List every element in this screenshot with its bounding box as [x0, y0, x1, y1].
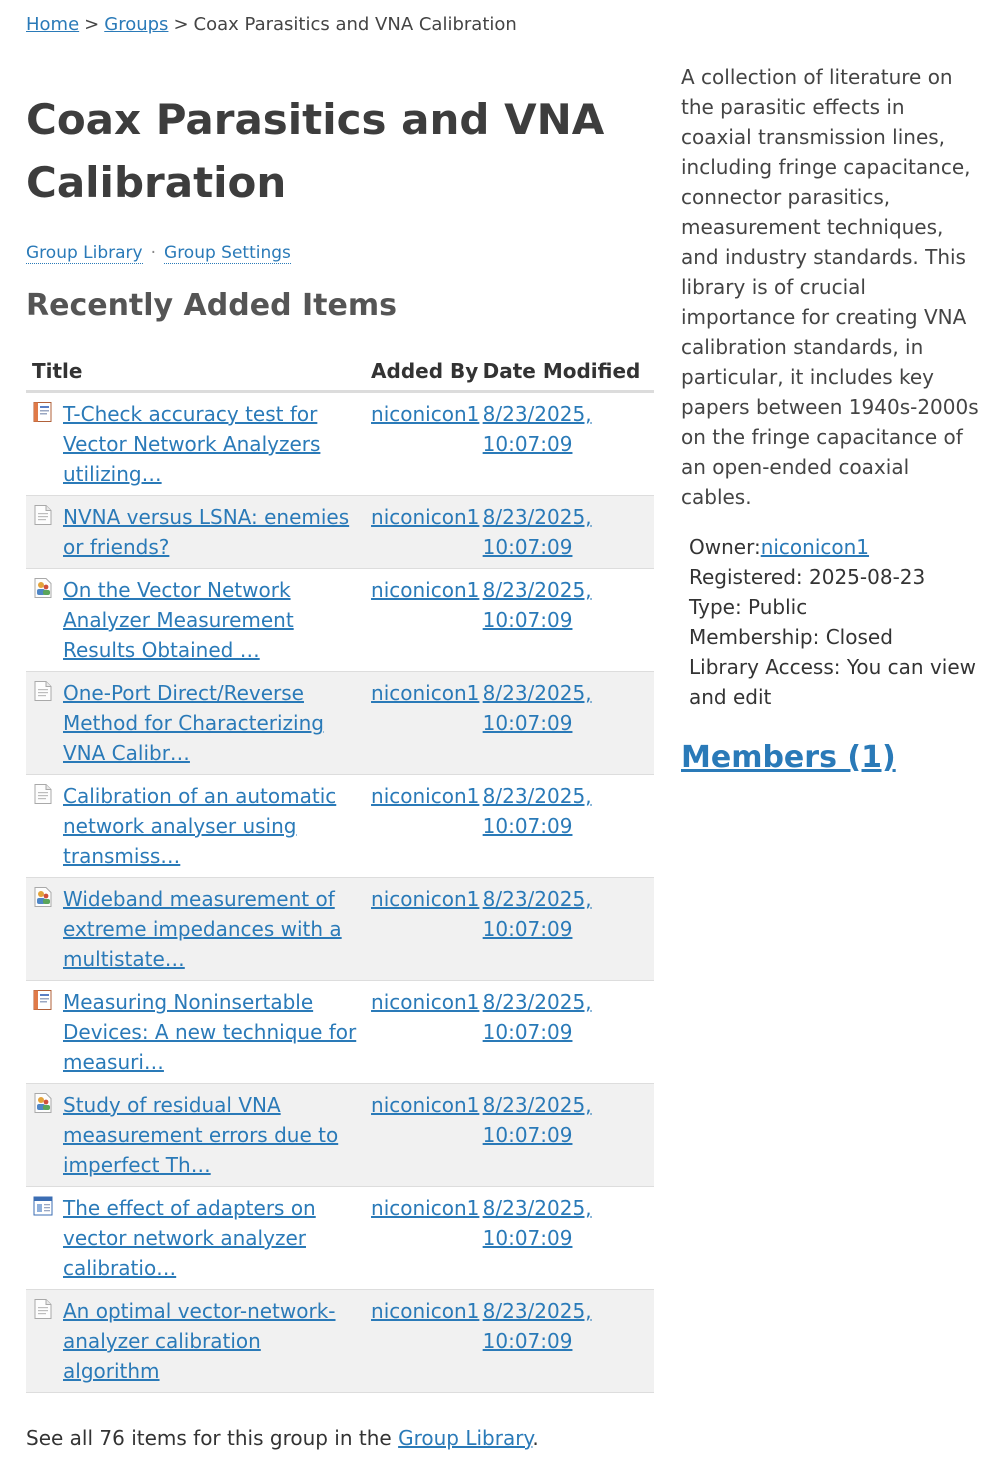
added-by-link[interactable]: niconicon1 [371, 681, 480, 705]
date-modified-link[interactable]: 8/23/2025, 10:07:09 [482, 505, 592, 559]
book-icon [32, 401, 54, 423]
table-row [26, 392, 654, 496]
added-by-cell [365, 569, 480, 672]
main-content [26, 60, 654, 1393]
date-modified-cell [477, 981, 654, 1084]
added-by-link[interactable]: niconicon1 [371, 990, 480, 1014]
title-cell [26, 496, 365, 569]
breadcrumb [26, 14, 517, 35]
date-modified-cell [477, 1290, 654, 1393]
item-title-link[interactable]: An optimal vector-network-analyzer calibration algorithm [63, 1299, 336, 1383]
date-modified-link[interactable]: 8/23/2025, 10:07:09 [482, 1196, 592, 1250]
table-row [26, 981, 654, 1084]
added-by-cell [365, 672, 480, 775]
group-meta [681, 532, 981, 712]
group-description: A collection of literature on the parasitic effects in coaxial transmission lines, including fringe capacitance, connector parasitics, measurement techniques, and industry standards. This library is of crucial importance for creating VNA calibration standards, in particular, it includes key papers between 1940s-2000s on the fringe capacitance of an open-ended coaxial cables. [681, 65, 979, 509]
date-modified-cell [477, 392, 654, 496]
members-link[interactable]: Members (1) [681, 740, 896, 775]
nav-separator: · [150, 243, 157, 263]
table-row [26, 569, 654, 672]
date-modified-link[interactable]: 8/23/2025, 10:07:09 [482, 402, 592, 456]
recent-items-table [26, 352, 654, 1393]
breadcrumb-current: Coax Parasitics and VNA Calibration [193, 14, 517, 35]
table-header-row [26, 352, 654, 392]
library-access-line: Library Access: You can view and edit [689, 655, 977, 709]
group-nav [26, 238, 654, 268]
membership-line: Membership: Closed [689, 625, 893, 649]
journal-article-icon [32, 1195, 54, 1217]
added-by-cell [365, 1084, 480, 1187]
date-modified-link[interactable]: 8/23/2025, 10:07:09 [482, 887, 592, 941]
item-title-link[interactable]: T-Check accuracy test for Vector Network Analyzers utilizing… [63, 402, 321, 486]
document-icon [32, 504, 54, 526]
date-modified-link[interactable]: 8/23/2025, 10:07:09 [482, 1299, 592, 1353]
table-row [26, 672, 654, 775]
added-by-cell [365, 1290, 480, 1393]
item-title-link[interactable]: The effect of adapters on vector network analyzer calibratio… [63, 1196, 316, 1280]
table-row [26, 775, 654, 878]
conference-paper-icon [32, 577, 54, 599]
page-title: Coax Parasitics and VNA Calibration [26, 95, 605, 207]
date-modified-link[interactable]: 8/23/2025, 10:07:09 [482, 1093, 592, 1147]
table-row [26, 878, 654, 981]
registered-line: Registered: 2025-08-23 [689, 565, 926, 589]
added-by-cell [365, 775, 480, 878]
table-row [26, 1084, 654, 1187]
added-by-link[interactable]: niconicon1 [371, 887, 480, 911]
date-modified-cell [477, 775, 654, 878]
type-line: Type: Public [689, 595, 808, 619]
item-title-link[interactable]: Measuring Noninsertable Devices: A new technique for measuri… [63, 990, 357, 1074]
added-by-cell [365, 496, 480, 569]
table-row [26, 1290, 654, 1393]
item-title-link[interactable]: Calibration of an automatic network analyser using transmiss… [63, 784, 337, 868]
group-library-link[interactable]: Group Library [26, 243, 143, 263]
book-icon [32, 989, 54, 1011]
owner-link[interactable]: niconicon1 [760, 535, 870, 559]
date-modified-cell [477, 878, 654, 981]
see-all-note [26, 1423, 539, 1453]
table-row [26, 1187, 654, 1290]
date-modified-cell [477, 496, 654, 569]
owner-label: Owner: [689, 535, 761, 559]
date-modified-link[interactable]: 8/23/2025, 10:07:09 [482, 578, 592, 632]
title-cell [26, 1187, 365, 1290]
title-cell [26, 775, 365, 878]
title-cell [26, 1290, 365, 1393]
table-row [26, 496, 654, 569]
conference-paper-icon [32, 1092, 54, 1114]
column-header-title[interactable]: Title [26, 352, 365, 392]
date-modified-cell [477, 1084, 654, 1187]
see-all-text: See all 76 items for this group in the [26, 1426, 399, 1450]
see-all-group-library-link[interactable]: Group Library [398, 1426, 533, 1450]
item-title-link[interactable]: On the Vector Network Analyzer Measurement Results Obtained … [63, 578, 294, 662]
see-all-suffix: . [532, 1426, 539, 1450]
added-by-link[interactable]: niconicon1 [371, 505, 480, 529]
breadcrumb-separator: > [173, 14, 189, 35]
group-sidebar [681, 62, 981, 782]
added-by-link[interactable]: niconicon1 [371, 1093, 480, 1117]
breadcrumb-groups-link[interactable]: Groups [104, 14, 169, 35]
added-by-cell [365, 1187, 480, 1290]
date-modified-link[interactable]: 8/23/2025, 10:07:09 [482, 990, 592, 1044]
title-cell [26, 981, 365, 1084]
breadcrumb-separator: > [84, 14, 100, 35]
added-by-link[interactable]: niconicon1 [371, 402, 480, 426]
title-cell [26, 569, 365, 672]
column-header-added-by[interactable]: Added By [365, 352, 477, 392]
document-icon [32, 783, 54, 805]
added-by-link[interactable]: niconicon1 [371, 1196, 480, 1220]
item-title-link[interactable]: Wideband measurement of extreme impedances with a multistate… [63, 887, 342, 971]
date-modified-cell [477, 672, 654, 775]
title-cell [26, 392, 365, 496]
item-title-link[interactable]: NVNA versus LSNA: enemies or friends? [63, 505, 350, 559]
group-settings-link[interactable]: Group Settings [164, 243, 291, 263]
owner-line [689, 532, 981, 562]
breadcrumb-home-link[interactable]: Home [26, 14, 80, 35]
document-icon [32, 1298, 54, 1320]
document-icon [32, 680, 54, 702]
recent-items-heading: Recently Added Items [26, 288, 397, 323]
date-modified-cell [477, 569, 654, 672]
item-title-link[interactable]: Study of residual VNA measurement errors due to imperfect Th… [63, 1093, 339, 1177]
added-by-link[interactable]: niconicon1 [371, 578, 480, 602]
added-by-link[interactable]: niconicon1 [371, 1299, 480, 1323]
column-header-date-modified[interactable]: Date Modified [477, 352, 654, 392]
added-by-link[interactable]: niconicon1 [371, 784, 480, 808]
title-cell [26, 1084, 365, 1187]
added-by-cell [365, 981, 480, 1084]
conference-paper-icon [32, 886, 54, 908]
date-modified-link[interactable]: 8/23/2025, 10:07:09 [482, 784, 592, 838]
title-cell [26, 672, 365, 775]
added-by-cell [365, 392, 480, 496]
added-by-cell [365, 878, 480, 981]
date-modified-cell [477, 1187, 654, 1290]
date-modified-link[interactable]: 8/23/2025, 10:07:09 [482, 681, 592, 735]
item-title-link[interactable]: One-Port Direct/Reverse Method for Characterizing VNA Calibr… [63, 681, 324, 765]
title-cell [26, 878, 365, 981]
